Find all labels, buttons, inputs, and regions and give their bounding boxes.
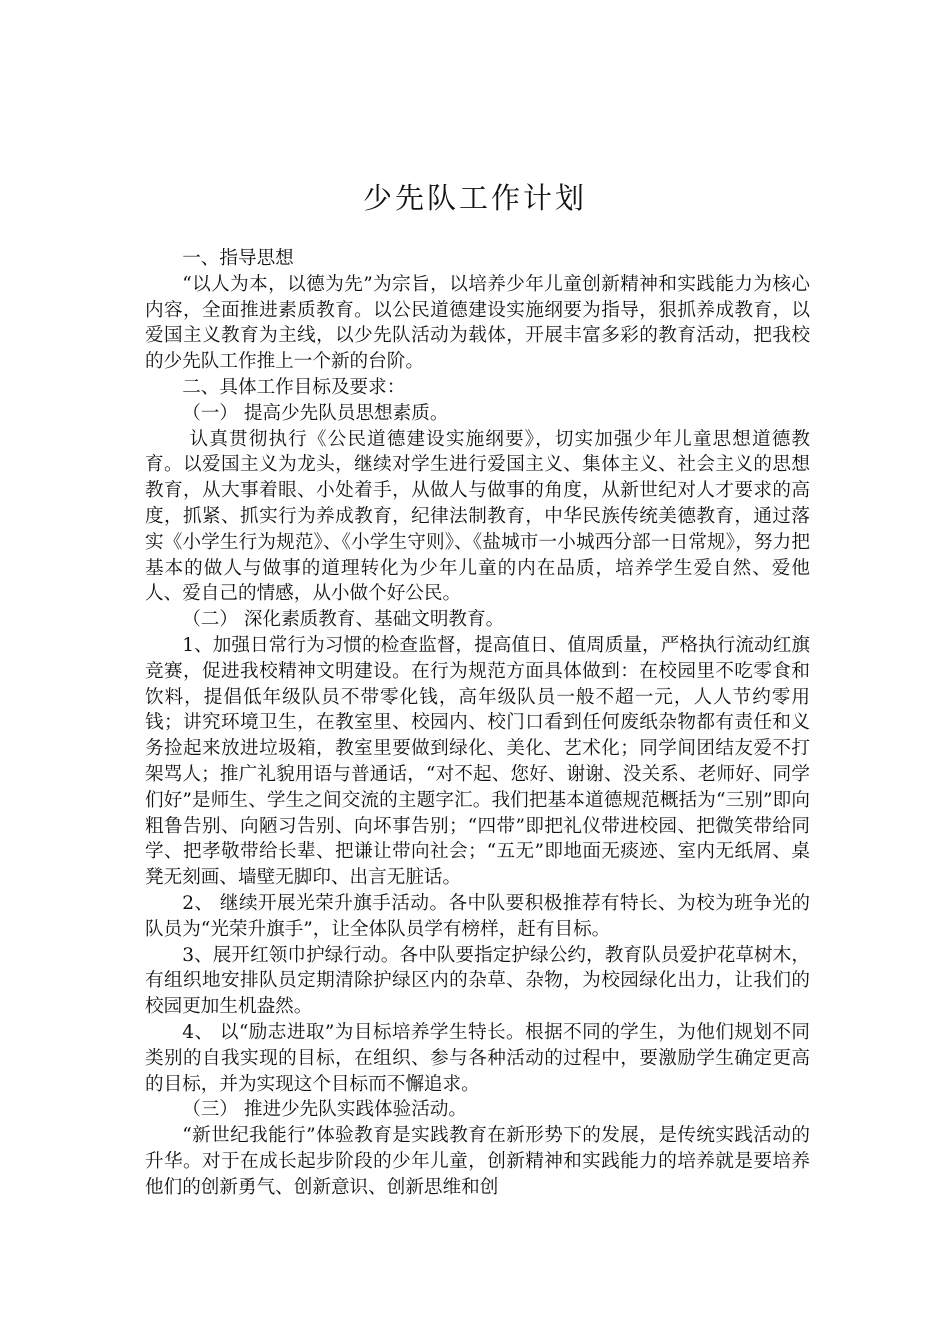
- section-heading-guiding-thought: 一、指导思想: [182, 248, 294, 269]
- paragraph-guiding-thought: “以人为本，以德为先”为宗旨，以培养少年儿童创新精神和实践能力为核心内容，全面推进素质教育。以公民道德建设实施纲要为指导，狠抓养成教育，以爱国主义教育为主线，以少先队活动为载体，开展丰富多彩的教育活动，把我校的少先队工作推上一个新的台阶。: [145, 273, 810, 373]
- paragraph-item-4: 4、 以“励志进取”为目标培养学生特长。根据不同的学生，为他们规划不同类别的自我实现的目标，在组织、参与各种活动的过程中，要激励学生确定更高的目标，并为实现这个目标而不懈追求。: [145, 1021, 810, 1095]
- paragraph-item-2: 2、 继续开展光荣升旗手活动。各中队要积极推荐有特长、为校为班争光的队员为“光荣升旗手”，让全体队员学有榜样，赶有目标。: [145, 892, 810, 940]
- paragraph-practice: “新世纪我能行”体验教育是实践教育在新形势下的发展，是传统实践活动的升华。对于在成长起步阶段的少年儿童，创新精神和实践能力的培养就是要培养他们的创新勇气、创新意识、创新思维和创: [145, 1125, 810, 1198]
- section-heading-goals: 二、具体工作目标及要求：: [182, 376, 406, 398]
- subsection-heading-2: （二） 深化素质教育、基础文明教育。: [182, 609, 505, 631]
- paragraph-item-1: 1、加强日常行为习惯的检查监督，提高值日、值周质量，严格执行流动红旗竞赛，促进我校精神文明建设。在行为规范方面具体做到：在校园里不吃零食和饮料，提倡低年级队员不带零化钱，高年级队员一般不超一元，人人节约零用钱；讲究环境卫生，在教室里、校园内、校门口看到任何废纸杂物都有责任和义务捡起来放进垃圾箱，教室里要做到绿化、美化、艺术化；同学间团结友爱不打架骂人；推广礼貌用语与普通话，“对不起、您好、谢谢、没关系、老师好、同学们好”是师生、学生之间交流的主题字汇。我们把基本道德规范概括为“三别”即向粗鲁告别、向陋习告别、向坏事告别；“四带”即把礼仪带进校园、把微笑带给同学、把孝敬带给长辈、把谦让带向社会；“五无”即地面无痰迹、室内无纸屑、桌凳无刻画、墙壁无脚印、出言无脏话。: [145, 634, 810, 889]
- document-body: [145, 246, 810, 1200]
- paragraph-item-3: 3、展开红领巾护绿行动。各中队要指定护绿公约，教育队员爱护花草树木，有组织地安排队员定期清除护绿区内的杂草、杂物，为校园绿化出力，让我们的校园更加生机盎然。: [145, 944, 810, 1018]
- subsection-heading-3: （三） 推进少先队实践体验活动。: [182, 1099, 468, 1121]
- subsection-heading-1: （一） 提高少先队员思想素质。: [182, 402, 449, 424]
- page-title: 少先队工作计划: [362, 181, 587, 215]
- paragraph-ideology: 认真贯彻执行《公民道德建设实施纲要》，切实加强少年儿童思想道德教育。以爱国主义为龙头，继续对学生进行爱国主义、集体主义、社会主义的思想教育，从大事着眼、小处着手，从做人与做事的角度，从新世纪对人才要求的高度，抓紧、抓实行为养成教育，纪律法制教育，中华民族传统美德教育，通过落实《小学生行为规范》、《小学生守则》、《盐城市一小城西分部一日常规》，努力把基本的做人与做事的道理转化为少年儿童的内在品质，培养学生爱自然、爱他人、爱自己的情感，从小做个好公民。: [145, 428, 810, 605]
